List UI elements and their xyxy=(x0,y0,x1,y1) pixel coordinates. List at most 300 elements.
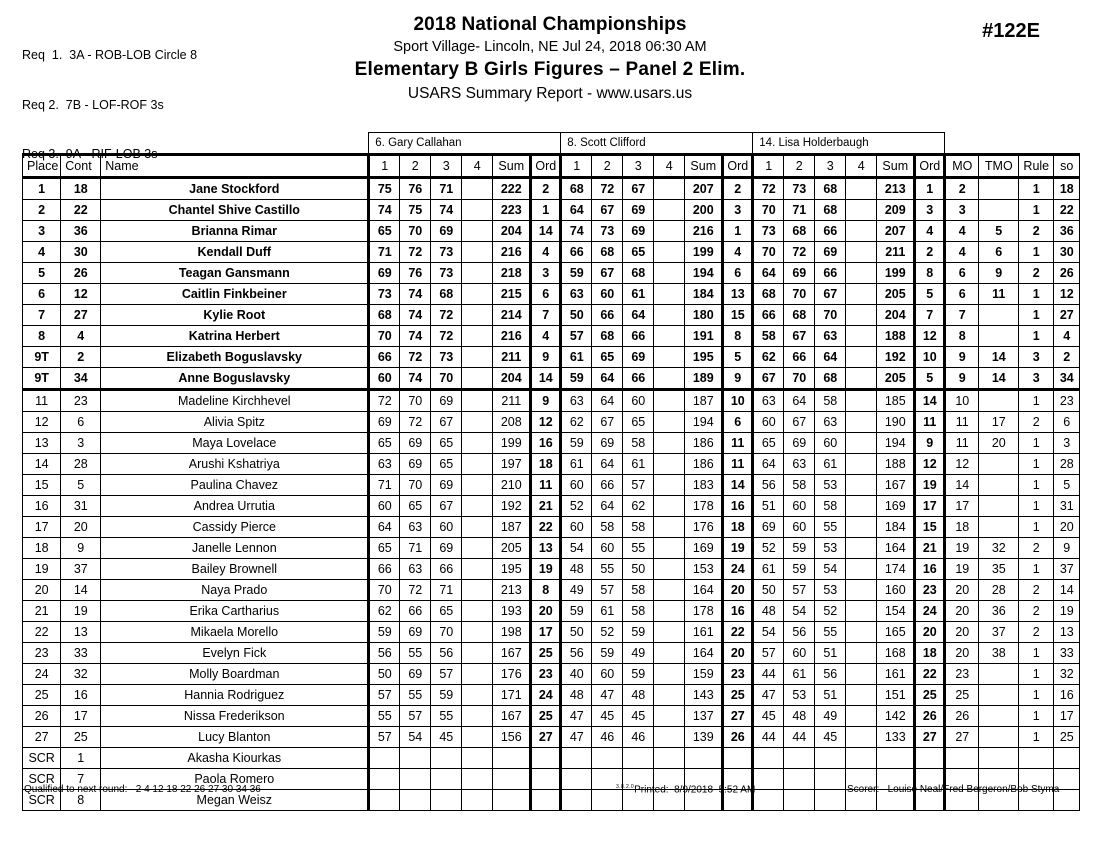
cell-j2-fig4 xyxy=(654,433,685,454)
cell-j2-fig3: 69 xyxy=(623,347,654,368)
cell-j1-sum: 167 xyxy=(493,706,531,727)
cell-j1-sum: 195 xyxy=(493,559,531,580)
cell-j2-ord: 22 xyxy=(723,622,753,643)
cell-tmo: 17 xyxy=(979,412,1019,433)
cell-j2-sum: 143 xyxy=(685,685,723,706)
cell-j3-fig3: 58 xyxy=(815,496,846,517)
cell-j3-ord: 3 xyxy=(915,200,945,221)
cell-mo: 8 xyxy=(945,326,979,347)
cell-j1-fig2: 76 xyxy=(400,263,431,284)
cell-name: Katrina Herbert xyxy=(101,326,369,347)
cell-j2-fig1: 50 xyxy=(561,305,592,326)
cell-j3-fig4 xyxy=(846,200,877,221)
cell-tmo xyxy=(979,178,1019,200)
table-row[interactable] xyxy=(23,368,1080,390)
cell-j1-sum: 211 xyxy=(493,347,531,368)
cell-j3-ord: 1 xyxy=(915,178,945,200)
cell-j3-fig2: 60 xyxy=(784,517,815,538)
scorer-credits: Scorer: Louise Neal/Fred Bergeron/Bob Styma xyxy=(847,784,1060,795)
cell-name: Janelle Lennon xyxy=(101,538,369,559)
cell-j2-fig1: 68 xyxy=(561,178,592,200)
cell-j1-ord: 8 xyxy=(531,580,561,601)
table-row[interactable] xyxy=(23,559,1080,580)
cell-rule: 2 xyxy=(1019,622,1054,643)
cell-j1-sum: 192 xyxy=(493,496,531,517)
cell-so: 26 xyxy=(1054,263,1080,284)
cell-j2-fig2: 47 xyxy=(592,685,623,706)
cell-j1-fig4 xyxy=(462,706,493,727)
cell-place: 9T xyxy=(23,347,61,368)
cell-j2-fig2: 64 xyxy=(592,368,623,390)
cell-j1-fig2: 70 xyxy=(400,390,431,412)
cell-j3-fig1: 62 xyxy=(753,347,784,368)
cell-j1-fig1: 65 xyxy=(369,433,400,454)
cell-j3-fig4 xyxy=(846,559,877,580)
table-row[interactable] xyxy=(23,178,1080,200)
cell-j3-fig1 xyxy=(753,748,784,769)
table-row[interactable] xyxy=(23,538,1080,559)
cell-name: Megan Weisz xyxy=(101,790,369,811)
cell-j1-fig2: 55 xyxy=(400,685,431,706)
cell-j1-fig1: 71 xyxy=(369,242,400,263)
cell-j1-fig3 xyxy=(431,748,462,769)
cell-tmo xyxy=(979,454,1019,475)
cell-j3-sum: 160 xyxy=(877,580,915,601)
cell-j3-ord: 20 xyxy=(915,622,945,643)
cell-j3-ord: 8 xyxy=(915,263,945,284)
cell-j3-fig2: 48 xyxy=(784,706,815,727)
cell-j2-fig3: 62 xyxy=(623,496,654,517)
cell-j3-ord: 17 xyxy=(915,496,945,517)
col-header-name: Name xyxy=(101,155,369,178)
cell-j3-fig3: 45 xyxy=(815,727,846,748)
cell-j2-fig3 xyxy=(623,748,654,769)
cell-j2-fig2: 61 xyxy=(592,601,623,622)
cell-j1-fig2: 70 xyxy=(400,221,431,242)
cell-j1-ord: 23 xyxy=(531,664,561,685)
cell-j2-sum xyxy=(685,748,723,769)
table-row[interactable] xyxy=(23,685,1080,706)
col-header-j2-fig2: 2 xyxy=(592,155,623,178)
cell-j2-fig1: 59 xyxy=(561,368,592,390)
cell-place: 22 xyxy=(23,622,61,643)
cell-j1-ord: 25 xyxy=(531,643,561,664)
cell-cont: 3 xyxy=(61,433,101,454)
cell-j1-fig3: 69 xyxy=(431,538,462,559)
cell-rule: 1 xyxy=(1019,454,1054,475)
cell-j2-sum: 207 xyxy=(685,178,723,200)
cell-j1-fig3: 56 xyxy=(431,643,462,664)
results-table xyxy=(22,132,1080,811)
printed-stamp xyxy=(616,784,755,795)
cell-place: 12 xyxy=(23,412,61,433)
cell-j2-ord: 13 xyxy=(723,284,753,305)
cell-j1-fig2: 75 xyxy=(400,200,431,221)
cell-cont: 31 xyxy=(61,496,101,517)
table-row[interactable] xyxy=(23,284,1080,305)
table-row[interactable] xyxy=(23,664,1080,685)
cell-j2-ord: 6 xyxy=(723,263,753,284)
cell-j2-fig2: 45 xyxy=(592,706,623,727)
cell-j2-ord: 26 xyxy=(723,727,753,748)
cell-j3-fig1: 68 xyxy=(753,284,784,305)
cell-j3-sum: 167 xyxy=(877,475,915,496)
cell-j3-sum: 190 xyxy=(877,412,915,433)
cell-so: 3 xyxy=(1054,433,1080,454)
cell-j1-fig4 xyxy=(462,559,493,580)
cell-mo: 23 xyxy=(945,664,979,685)
cell-name: Akasha Kiourkas xyxy=(101,748,369,769)
table-row[interactable] xyxy=(23,748,1080,769)
cell-cont: 27 xyxy=(61,305,101,326)
cell-j2-fig2: 46 xyxy=(592,727,623,748)
cell-cont: 33 xyxy=(61,643,101,664)
cell-mo: 11 xyxy=(945,412,979,433)
cell-j2-fig2: 55 xyxy=(592,559,623,580)
cell-j2-fig2: 57 xyxy=(592,580,623,601)
cell-j2-fig4 xyxy=(654,475,685,496)
cell-cont: 22 xyxy=(61,200,101,221)
cell-j3-ord: 19 xyxy=(915,475,945,496)
cell-j3-sum: 161 xyxy=(877,664,915,685)
cell-place: 27 xyxy=(23,727,61,748)
col-header-place: Place xyxy=(23,155,61,178)
cell-j2-fig1: 52 xyxy=(561,496,592,517)
col-header-rule: Rule xyxy=(1019,155,1054,178)
cell-rule: 2 xyxy=(1019,601,1054,622)
cell-j3-ord: 22 xyxy=(915,664,945,685)
cell-j2-ord: 6 xyxy=(723,412,753,433)
table-row[interactable] xyxy=(23,580,1080,601)
cell-j2-fig3: 58 xyxy=(623,433,654,454)
cell-place: 9T xyxy=(23,368,61,390)
cell-tmo: 14 xyxy=(979,347,1019,368)
cell-j2-fig3: 68 xyxy=(623,263,654,284)
cell-j2-fig2: 64 xyxy=(592,454,623,475)
cell-j3-sum: 205 xyxy=(877,284,915,305)
cell-j3-ord: 18 xyxy=(915,643,945,664)
col-header-j3-fig4: 4 xyxy=(846,155,877,178)
cell-j3-fig3: 54 xyxy=(815,559,846,580)
cell-j2-ord: 16 xyxy=(723,601,753,622)
cell-j2-fig4 xyxy=(654,538,685,559)
cell-j3-ord xyxy=(915,748,945,769)
cell-j1-fig4 xyxy=(462,284,493,305)
table-row[interactable] xyxy=(23,727,1080,748)
cell-j3-fig4 xyxy=(846,748,877,769)
cell-rule: 1 xyxy=(1019,433,1054,454)
cell-mo: 9 xyxy=(945,368,979,390)
cell-tmo: 32 xyxy=(979,538,1019,559)
cell-j2-fig4 xyxy=(654,178,685,200)
cell-j2-fig3: 69 xyxy=(623,200,654,221)
cell-j3-fig1: 47 xyxy=(753,685,784,706)
cell-j2-fig2: 52 xyxy=(592,622,623,643)
cell-j1-fig2: 72 xyxy=(400,412,431,433)
cell-j2-fig4 xyxy=(654,454,685,475)
cell-j3-sum: 154 xyxy=(877,601,915,622)
table-row[interactable] xyxy=(23,305,1080,326)
table-row[interactable] xyxy=(23,517,1080,538)
table-row[interactable] xyxy=(23,475,1080,496)
cell-j3-fig4 xyxy=(846,622,877,643)
cell-j3-fig2: 64 xyxy=(784,390,815,412)
col-header-cont: Cont xyxy=(61,155,101,178)
title-block xyxy=(0,13,1100,105)
cell-tmo xyxy=(979,326,1019,347)
cell-so: 6 xyxy=(1054,412,1080,433)
cell-rule: 1 xyxy=(1019,496,1054,517)
cell-j1-sum: 171 xyxy=(493,685,531,706)
cell-j3-fig3: 60 xyxy=(815,433,846,454)
cell-j1-fig4 xyxy=(462,326,493,347)
cell-j2-sum: 180 xyxy=(685,305,723,326)
cell-name: Maya Lovelace xyxy=(101,433,369,454)
event-title: Elementary B Girls Figures – Panel 2 Elim. xyxy=(354,59,746,80)
table-row[interactable] xyxy=(23,390,1080,412)
requirement-1: Req 1. 3A - ROB-LOB Circle 8 xyxy=(22,48,198,62)
cell-j2-fig3: 66 xyxy=(623,368,654,390)
cell-j2-fig4 xyxy=(654,580,685,601)
cell-place: 8 xyxy=(23,326,61,347)
cell-j3-ord: 10 xyxy=(915,347,945,368)
cell-tmo: 35 xyxy=(979,559,1019,580)
table-row[interactable] xyxy=(23,706,1080,727)
cell-cont: 16 xyxy=(61,685,101,706)
cell-j3-fig3: 66 xyxy=(815,221,846,242)
table-row[interactable] xyxy=(23,601,1080,622)
cell-j1-sum: 218 xyxy=(493,263,531,284)
cell-j2-sum: 164 xyxy=(685,643,723,664)
judge-label-1: 6. Gary Callahan xyxy=(369,133,561,155)
cell-j3-fig4 xyxy=(846,242,877,263)
cell-place: 7 xyxy=(23,305,61,326)
cell-mo: 26 xyxy=(945,706,979,727)
cell-tmo xyxy=(979,727,1019,748)
cell-j1-fig2: 69 xyxy=(400,622,431,643)
cell-j1-fig1: 57 xyxy=(369,727,400,748)
cell-j2-sum: 137 xyxy=(685,706,723,727)
cell-j2-fig1: 64 xyxy=(561,200,592,221)
table-row[interactable] xyxy=(23,347,1080,368)
table-row[interactable] xyxy=(23,221,1080,242)
cell-j1-fig4 xyxy=(462,475,493,496)
cell-j3-fig2: 73 xyxy=(784,178,815,200)
cell-j2-fig3: 64 xyxy=(623,305,654,326)
table-row[interactable] xyxy=(23,433,1080,454)
cell-so: 32 xyxy=(1054,664,1080,685)
cell-so: 18 xyxy=(1054,178,1080,200)
cell-mo: 27 xyxy=(945,727,979,748)
cell-mo: 4 xyxy=(945,221,979,242)
cell-so: 28 xyxy=(1054,454,1080,475)
cell-j1-sum: 215 xyxy=(493,284,531,305)
qualified-list: Qualified to next round: 2 4 12 18 22 26 27 30 34 36 xyxy=(24,784,261,795)
cell-j1-fig2: 69 xyxy=(400,454,431,475)
table-row[interactable] xyxy=(23,200,1080,221)
cell-j1-fig2: 66 xyxy=(400,601,431,622)
cell-j3-fig1: 57 xyxy=(753,643,784,664)
cell-j1-ord: 21 xyxy=(531,496,561,517)
cell-j3-sum: 207 xyxy=(877,221,915,242)
cell-j3-fig3: 58 xyxy=(815,390,846,412)
cell-j1-ord: 17 xyxy=(531,622,561,643)
cell-j3-fig2: 68 xyxy=(784,305,815,326)
cell-so: 23 xyxy=(1054,390,1080,412)
cell-j3-sum: 199 xyxy=(877,263,915,284)
cell-j1-ord: 22 xyxy=(531,517,561,538)
cell-cont: 34 xyxy=(61,368,101,390)
cell-j2-fig1: 59 xyxy=(561,263,592,284)
cell-so: 30 xyxy=(1054,242,1080,263)
cell-j2-fig3: 59 xyxy=(623,664,654,685)
cell-cont: 5 xyxy=(61,475,101,496)
cell-j3-fig3: 66 xyxy=(815,263,846,284)
cell-j3-fig4 xyxy=(846,368,877,390)
table-row[interactable] xyxy=(23,263,1080,284)
cell-so: 20 xyxy=(1054,517,1080,538)
cell-j3-sum: 213 xyxy=(877,178,915,200)
cell-j1-fig1: 63 xyxy=(369,454,400,475)
cell-so: 14 xyxy=(1054,580,1080,601)
cell-j3-fig2: 59 xyxy=(784,538,815,559)
cell-j2-fig2: 58 xyxy=(592,517,623,538)
cell-j1-fig1: 73 xyxy=(369,284,400,305)
cell-j3-fig4 xyxy=(846,685,877,706)
cell-mo: 20 xyxy=(945,622,979,643)
cell-j2-ord: 23 xyxy=(723,664,753,685)
cell-name: Kendall Duff xyxy=(101,242,369,263)
cell-j3-ord: 24 xyxy=(915,601,945,622)
col-header-j1-fig1: 1 xyxy=(369,155,400,178)
cell-j2-fig4 xyxy=(654,496,685,517)
cell-cont: 6 xyxy=(61,412,101,433)
cell-j1-ord: 7 xyxy=(531,305,561,326)
cell-j3-fig2: 69 xyxy=(784,263,815,284)
cell-mo: 20 xyxy=(945,580,979,601)
col-header-j3-sum: Sum xyxy=(877,155,915,178)
cell-place: 3 xyxy=(23,221,61,242)
cell-j1-ord: 1 xyxy=(531,200,561,221)
cell-j1-fig4 xyxy=(462,664,493,685)
cell-j1-ord xyxy=(531,748,561,769)
cell-j3-sum: 168 xyxy=(877,643,915,664)
cell-j2-fig3: 61 xyxy=(623,284,654,305)
cell-j1-fig2: 63 xyxy=(400,517,431,538)
cell-j1-fig3: 65 xyxy=(431,601,462,622)
cell-j3-fig2: 67 xyxy=(784,412,815,433)
cell-j3-ord: 4 xyxy=(915,221,945,242)
cell-so: 19 xyxy=(1054,601,1080,622)
cell-j3-fig2: 70 xyxy=(784,284,815,305)
cell-j1-fig3: 59 xyxy=(431,685,462,706)
cell-j3-fig4 xyxy=(846,517,877,538)
cell-j3-sum: 165 xyxy=(877,622,915,643)
cell-j2-fig2: 66 xyxy=(592,305,623,326)
table-row[interactable] xyxy=(23,643,1080,664)
table-row[interactable] xyxy=(23,622,1080,643)
cell-j3-fig1: 70 xyxy=(753,242,784,263)
cell-tmo: 20 xyxy=(979,433,1019,454)
cell-j1-fig1 xyxy=(369,748,400,769)
cell-j3-fig2: 56 xyxy=(784,622,815,643)
cell-j2-fig3: 50 xyxy=(623,559,654,580)
cell-j2-sum: 195 xyxy=(685,347,723,368)
cell-j3-fig4 xyxy=(846,643,877,664)
cell-tmo: 9 xyxy=(979,263,1019,284)
cell-j3-fig4 xyxy=(846,284,877,305)
results-table-body xyxy=(23,133,1080,811)
cell-j2-fig3: 49 xyxy=(623,643,654,664)
cell-place: 15 xyxy=(23,475,61,496)
cell-rule: 3 xyxy=(1019,368,1054,390)
cell-j2-sum: 194 xyxy=(685,263,723,284)
cell-j2-fig1: 40 xyxy=(561,664,592,685)
cell-j1-fig3: 69 xyxy=(431,390,462,412)
cell-j2-fig1: 47 xyxy=(561,706,592,727)
table-row[interactable] xyxy=(23,496,1080,517)
cell-j3-fig3: 61 xyxy=(815,454,846,475)
cell-j2-fig3: 59 xyxy=(623,622,654,643)
cell-j1-ord: 13 xyxy=(531,538,561,559)
cell-so: 31 xyxy=(1054,496,1080,517)
cell-j1-fig2: 54 xyxy=(400,727,431,748)
cell-j3-ord: 5 xyxy=(915,284,945,305)
cell-j3-fig3: 53 xyxy=(815,580,846,601)
cell-j2-ord: 19 xyxy=(723,538,753,559)
cell-j3-fig3: 67 xyxy=(815,284,846,305)
cell-j2-fig1: 47 xyxy=(561,727,592,748)
cell-rule: 1 xyxy=(1019,559,1054,580)
cell-j2-sum: 153 xyxy=(685,559,723,580)
cell-rule: 1 xyxy=(1019,178,1054,200)
requirement-2: Req 2. 7B - LOF-ROF 3s xyxy=(22,97,164,112)
cell-j2-fig1: 66 xyxy=(561,242,592,263)
cell-j1-fig1: 60 xyxy=(369,368,400,390)
table-row[interactable] xyxy=(23,412,1080,433)
table-row[interactable] xyxy=(23,454,1080,475)
cell-j1-fig4 xyxy=(462,748,493,769)
cell-name: Teagan Gansmann xyxy=(101,263,369,284)
table-row[interactable] xyxy=(23,242,1080,263)
cell-j1-fig3: 69 xyxy=(431,475,462,496)
cell-j2-fig3: 58 xyxy=(623,580,654,601)
col-header-j1-fig2: 2 xyxy=(400,155,431,178)
cell-cont: 9 xyxy=(61,538,101,559)
table-row[interactable] xyxy=(23,326,1080,347)
cell-j2-sum: 169 xyxy=(685,538,723,559)
cell-j1-fig4 xyxy=(462,433,493,454)
cell-rule: 1 xyxy=(1019,305,1054,326)
cell-j3-fig3: 68 xyxy=(815,178,846,200)
cell-j2-fig1: 54 xyxy=(561,538,592,559)
cell-j2-fig1: 57 xyxy=(561,326,592,347)
cell-j3-fig3: 53 xyxy=(815,475,846,496)
cell-j2-fig3: 57 xyxy=(623,475,654,496)
cell-rule: 1 xyxy=(1019,643,1054,664)
cell-j1-sum: 187 xyxy=(493,517,531,538)
cell-j2-fig1: 59 xyxy=(561,601,592,622)
cell-j1-sum: 199 xyxy=(493,433,531,454)
cell-so: 16 xyxy=(1054,685,1080,706)
cell-place: 4 xyxy=(23,242,61,263)
cell-j3-fig4 xyxy=(846,390,877,412)
cell-tmo xyxy=(979,517,1019,538)
cell-tmo xyxy=(979,390,1019,412)
cell-j2-fig4 xyxy=(654,727,685,748)
cell-tmo xyxy=(979,475,1019,496)
cell-j2-ord xyxy=(723,748,753,769)
